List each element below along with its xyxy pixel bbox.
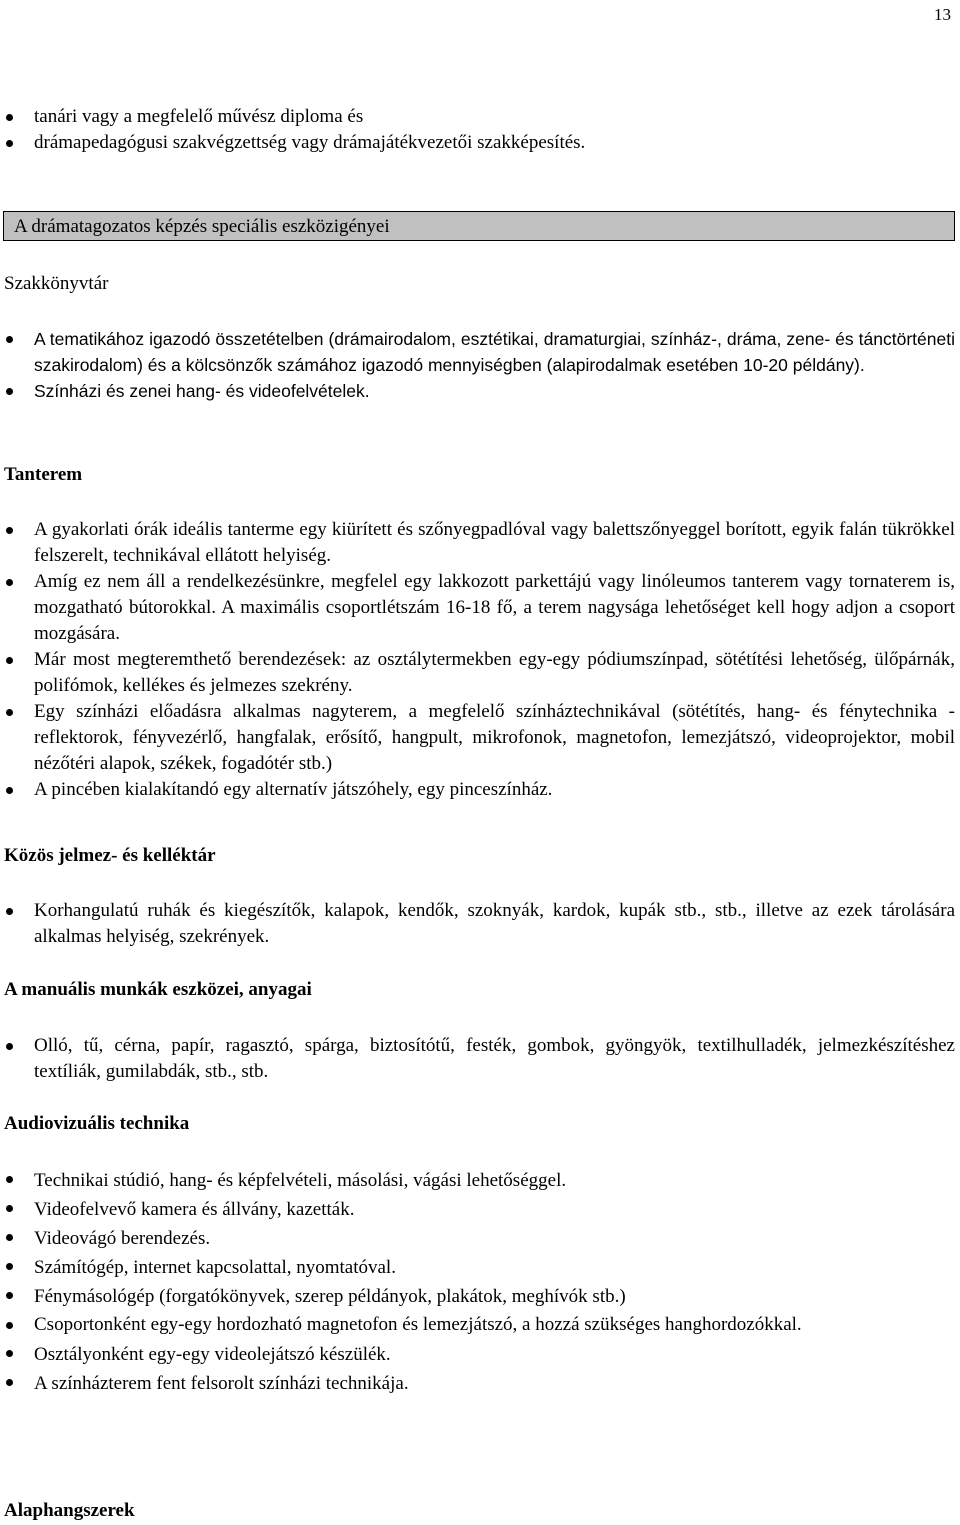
heading-manualis: A manuális munkák eszközei, anyagai (4, 979, 312, 1000)
heading-jelmez: Közös jelmez- és kelléktár (4, 845, 216, 866)
heading-alaphangszerek: Alaphangszerek (4, 1500, 135, 1521)
audiovizualis-list (0, 1166, 955, 1398)
list-item: Egy színházi előadásra alkalmas nagyterem, a megfelelő színháztechnikával (sötétítés, hang- és fénytechnika - reflektorok, fényvezérlő, hangfalak, erősítő, hangpult, mikrofonok, magnetofon, lemezjátszó, videoprojektor, mobil nézőtéri alapok, székek, fogadótér stb.) (0, 699, 955, 777)
list-item: tanári vagy a megfelelő művész diploma és (0, 104, 955, 130)
list-item: A gyakorlati órák ideális tanterme egy kiürített és szőnyegpadlóval vagy balettszőnyeggel borított, egyik falán tükrökkel felszerelt, technikával ellátott helyiség. (0, 517, 955, 569)
list-item: Technikai stúdió, hang- és képfelvételi, másolási, vágási lehetőséggel. (0, 1166, 955, 1195)
list-item: drámapedagógusi szakvégzettség vagy drámajátékvezetői szakképesítés. (0, 130, 955, 156)
list-item: Számítógép, internet kapcsolattal, nyomtatóval. (0, 1253, 955, 1282)
intro-bullet-list (0, 104, 955, 156)
list-item: Színházi és zenei hang- és videofelvételek. (0, 378, 955, 404)
tanterem-list (0, 517, 955, 803)
list-item: Már most megteremthető berendezések: az osztálytermekben egy-egy pódiumszínpad, sötétítési lehetőség, ülőpárnák, polifómok, kellékes és jelmezes szekrény. (0, 647, 955, 699)
szakkonyvtar-list (0, 326, 955, 404)
list-item: Fénymásológép (forgatókönyvek, szerep példányok, plakátok, meghívók stb.) (0, 1282, 955, 1311)
list-item: Olló, tű, cérna, papír, ragasztó, spárga, biztosítótű, festék, gombok, gyöngyök, textilhulladék, jelmezkészítéshez textíliák, gumilabdák, stb., stb. (0, 1033, 955, 1085)
jelmez-list (0, 898, 955, 950)
list-item: Amíg ez nem áll a rendelkezésünkre, megfelel egy lakkozott parkettájú vagy linóleumos tanterem vagy tornaterem is, mozgatható bútorokkal. A maximális csoportlétszám 16-18 fő, a terem nagysága lehetőséget kell hogy adjon a csoport mozgására. (0, 569, 955, 647)
list-item: Videovágó berendezés. (0, 1224, 955, 1253)
manualis-list (0, 1033, 955, 1085)
list-item: A tematikához igazodó összetételben (drámairodalom, esztétikai, dramaturgiai, színház-, dráma, zene- és tánctörténeti szakirodalom) és a kölcsönzők számához igazodó mennyiségben (alapirodalmak esetében 10-20 példány). (0, 326, 955, 378)
heading-audiovizualis: Audiovizuális technika (4, 1113, 190, 1134)
list-item: Osztályonként egy-egy videolejátszó készülék. (0, 1340, 955, 1369)
list-item: Csoportonként egy-egy hordozható magnetofon és lemezjátszó, a hozzá szükséges hanghordozókkal. (0, 1312, 955, 1338)
list-item: A színházterem fent felsorolt színházi technikája. (0, 1369, 955, 1398)
heading-szakkonyvtar: Szakkönyvtár (4, 273, 109, 294)
list-item: Videofelvevő kamera és állvány, kazetták. (0, 1195, 955, 1224)
section-title: A drámatagozatos képzés speciális eszközigényei (3, 211, 955, 241)
heading-tanterem: Tanterem (4, 464, 83, 485)
list-item: A pincében kialakítandó egy alternatív játszóhely, egy pinceszínház. (0, 777, 955, 803)
page-number: 13 (934, 5, 951, 24)
list-item: Korhangulatú ruhák és kiegészítők, kalapok, kendők, szoknyák, kardok, kupák stb., stb., illetve az ezek tárolására alkalmas helyiség, szekrények. (0, 898, 955, 950)
